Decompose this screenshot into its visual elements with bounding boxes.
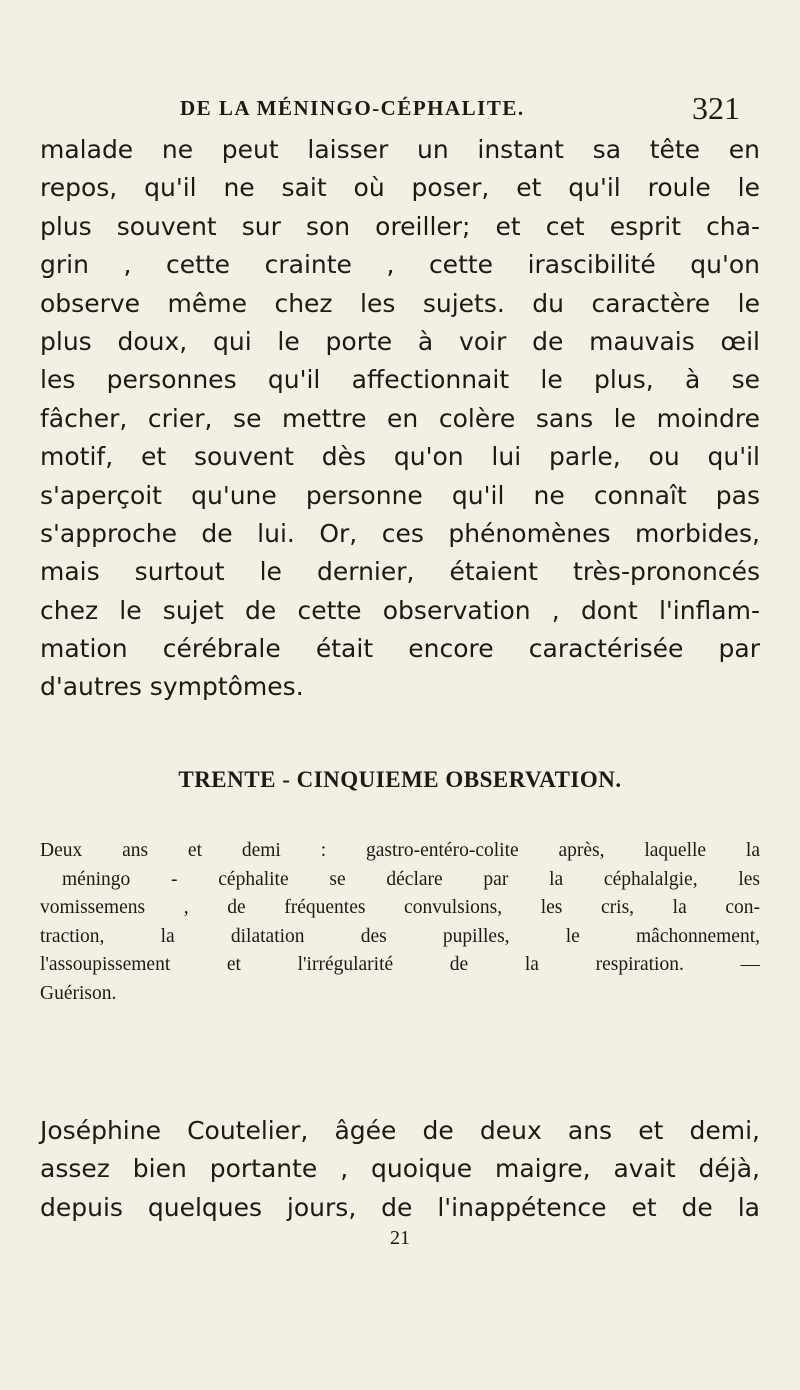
text-line: repos, qu'il ne sait où poser, et qu'il roule le [40, 173, 760, 203]
text-line: chez le sujet de cette observation , dont l'inflam- [40, 595, 760, 625]
text-line: fâcher, crier, se mettre en colère sans le moindre [40, 403, 760, 433]
text-line: observe même chez les sujets. du caractère le [40, 288, 760, 318]
observation-opening [40, 1112, 760, 1227]
summary-line: traction, la dilatation des pupilles, le mâchonnement, [40, 925, 760, 947]
summary-line: vomissemens , de fréquentes convulsions, les cris, la con- [40, 897, 760, 919]
text-line: les personnes qu'il affectionnait le plus, à se [40, 365, 760, 395]
text-line: s'aperçoit qu'une personne qu'il ne connaît pas [40, 480, 760, 510]
text-line: Joséphine Coutelier, âgée de deux ans et demi, [40, 1116, 760, 1145]
text-line: mais surtout le dernier, étaient très-prononcés [40, 557, 760, 587]
text-line: grin , cette crainte , cette irascibilité qu'on [40, 250, 760, 280]
text-line: mation cérébrale était encore caractérisée par [40, 634, 760, 664]
signature-mark: 21 [390, 1227, 410, 1249]
summary-line: l'assoupissement et l'irrégularité de la respiration. — [40, 954, 760, 976]
summary-line: méningo - céphalite se déclare par la céphalalgie, les [62, 868, 760, 890]
text-line: assez bien portante , quoique maigre, avait déjà, [40, 1154, 760, 1184]
text-line: d'autres symptômes. [40, 672, 304, 702]
paragraph-continuation [40, 131, 760, 707]
section-heading: TRENTE - CINQUIEME OBSERVATION. [178, 767, 622, 792]
text-line: s'approche de lui. Or, ces phénomènes morbides, [40, 518, 760, 548]
summary-line: Guérison. [40, 982, 117, 1004]
text-line: plus souvent sur son oreiller; et cet esprit cha- [40, 211, 760, 241]
page-number: 321 [692, 90, 740, 126]
running-head [180, 90, 740, 130]
observation-summary [40, 837, 760, 1009]
text-line: plus doux, qui le porte à voir de mauvais œil [40, 326, 760, 356]
running-title: DE LA MÉNINGO-CÉPHALITE. [180, 96, 525, 120]
summary-line: Deux ans et demi : gastro-entéro-colite après, laquelle la [40, 840, 760, 861]
text-line: malade ne peut laisser un instant sa tête en [40, 135, 760, 164]
text-line: depuis quelques jours, de l'inappétence et de la [40, 1192, 760, 1222]
text-line: motif, et souvent dès qu'on lui parle, ou qu'il [40, 442, 760, 472]
